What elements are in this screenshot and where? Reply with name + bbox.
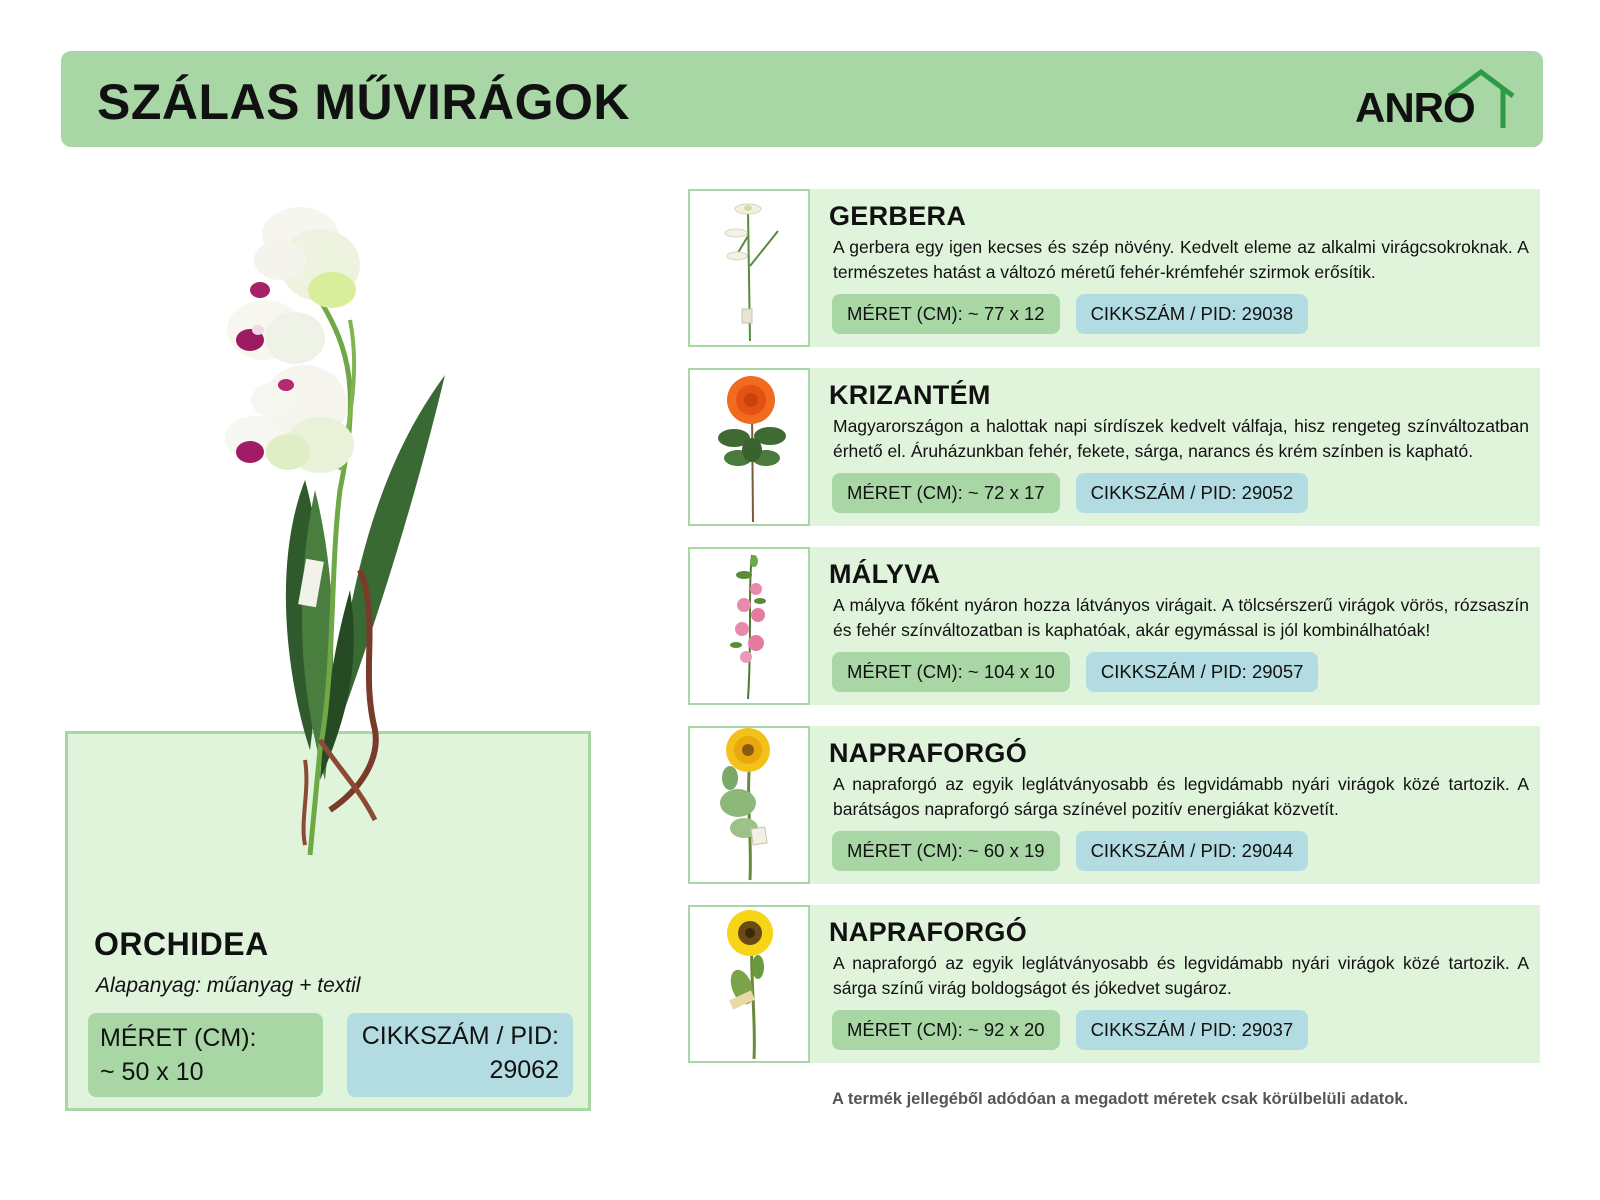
badge-row xyxy=(832,831,1308,871)
product-name: KRIZANTÉM xyxy=(829,380,991,410)
header-banner xyxy=(61,51,1543,147)
logo-text: ANRO xyxy=(1355,84,1475,131)
product-row-krizantem xyxy=(688,368,1540,526)
product-row-malyva xyxy=(688,547,1540,705)
badge-row xyxy=(832,652,1318,692)
product-row-gerbera xyxy=(688,189,1540,347)
featured-size-badge xyxy=(88,1013,323,1097)
featured-pid-value: 29062 xyxy=(489,1056,559,1084)
size-badge: MÉRET (CM): ~ 60 x 19 xyxy=(832,831,1060,871)
size-badge: MÉRET (CM): ~ 77 x 12 xyxy=(832,294,1060,334)
product-name: MÁLYVA xyxy=(829,559,941,589)
pid-badge: CIKKSZÁM / PID: 29052 xyxy=(1076,473,1309,513)
mallow-icon xyxy=(688,547,810,705)
product-name: GERBERA xyxy=(829,201,967,231)
product-description: A gerbera egy igen kecses és szép növény. Kedvelt eleme az alkalmi virágcsokroknak. A természetes hatást a változó méretű fehér-krémfehér szirmok erősítik. xyxy=(833,237,1529,282)
page-title: SZÁLAS MŰVIRÁGOK xyxy=(97,74,630,130)
featured-product-name: ORCHIDEA xyxy=(94,926,269,962)
footnote-disclaimer: A termék jellegéből adódóan a megadott méretek csak körülbelüli adatok. xyxy=(832,1090,1409,1108)
sunflower-icon xyxy=(688,905,810,1063)
pid-badge: CIKKSZÁM / PID: 29044 xyxy=(1076,831,1309,871)
size-badge: MÉRET (CM): ~ 92 x 20 xyxy=(832,1010,1060,1050)
product-row-napraforgo-1 xyxy=(688,726,1540,884)
gerbera-icon xyxy=(688,189,810,347)
pid-badge: CIKKSZÁM / PID: 29038 xyxy=(1076,294,1309,334)
badge-row xyxy=(832,1010,1308,1050)
product-name: NAPRAFORGÓ xyxy=(829,917,1027,947)
badge-row xyxy=(832,473,1308,513)
sunflower-icon xyxy=(688,726,810,884)
featured-size-label: MÉRET (CM): xyxy=(100,1024,257,1052)
featured-product-material: Alapanyag: műanyag + textil xyxy=(96,974,361,997)
featured-pid-badge xyxy=(347,1013,573,1097)
product-description: A napraforgó az egyik leglátványosabb és legvidámabb nyári virágok közé tartozik. A sárga színű virág boldogságot és jókedvet sugároz. xyxy=(833,953,1529,998)
product-description: Magyarországon a halottak napi sírdíszek kedvelt válfaja, hisz rengeteg színváltozatban érhető el. Áruházunkban fehér, fekete, sárga, narancs és krém színben is kapható. xyxy=(833,416,1529,461)
pid-badge: CIKKSZÁM / PID: 29057 xyxy=(1086,652,1319,692)
badge-row xyxy=(832,294,1308,334)
product-description: A napraforgó az egyik leglátványosabb és legvidámabb nyári virágok közé tartozik. A barátságos napraforgó sárga színével pozitív energiákat közvetít. xyxy=(833,774,1529,819)
chrysanthemum-icon xyxy=(688,368,810,526)
pid-badge: CIKKSZÁM / PID: 29037 xyxy=(1076,1010,1309,1050)
product-name: NAPRAFORGÓ xyxy=(829,738,1027,768)
size-badge: MÉRET (CM): ~ 72 x 17 xyxy=(832,473,1060,513)
product-row-napraforgo-2 xyxy=(688,905,1540,1063)
featured-size-value: ~ 50 x 10 xyxy=(100,1058,204,1086)
size-badge: MÉRET (CM): ~ 104 x 10 xyxy=(832,652,1070,692)
orchid-icon xyxy=(210,190,470,880)
anro-logo xyxy=(1355,66,1515,132)
product-description: A mályva főként nyáron hozza látványos virágait. A tölcsérszerű virágok vörös, rózsaszín és fehér színváltozatban is kaphatóak, akár egymással is jól kombinálhatóak! xyxy=(833,595,1529,640)
featured-pid-label: CIKKSZÁM / PID: xyxy=(361,1022,559,1050)
